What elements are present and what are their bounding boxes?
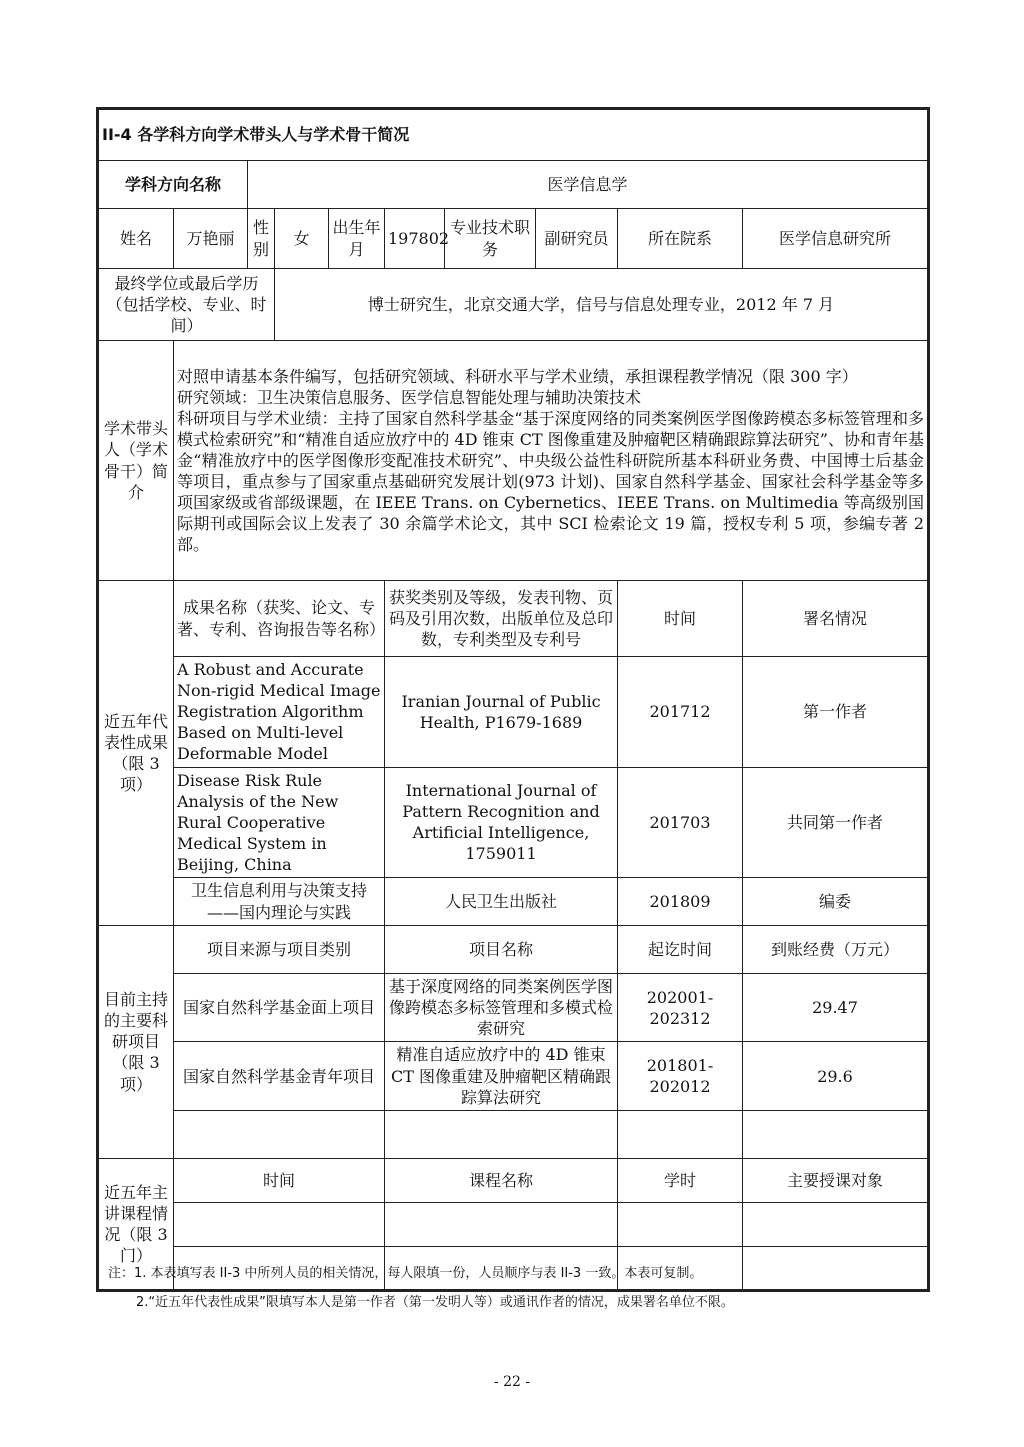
name-value: 万艳丽 [174, 209, 248, 269]
table-row [98, 1202, 929, 1246]
table-row [98, 1110, 929, 1158]
project-fund: 29.6 [743, 1042, 929, 1110]
achievement-detail: 人民卫生出版社 [385, 878, 618, 926]
course-cell [618, 1202, 743, 1246]
talent-profile-table [96, 107, 930, 1292]
achievements-label: 近五年代表性成果（限 3 项） [98, 581, 174, 926]
bio-label: 学术带头人（学术骨干）简介 [98, 341, 174, 581]
birth-label: 出生年月 [329, 209, 385, 269]
course-header: 课程名称 [385, 1158, 618, 1202]
table-row [98, 1042, 929, 1110]
footnote-2: 2.“近五年代表性成果”限填写本人是第一作者（第一发明人等）或通讯作者的情况，成果署名单位不限。 [136, 1295, 734, 1310]
project-source: 国家自然科学基金青年项目 [174, 1042, 385, 1110]
bio-line: 研究领域：卫生决策信息服务、医学信息智能处理与辅助决策技术 [177, 387, 642, 407]
achievement-name: Disease Risk Rule Analysis of the New Rural Cooperative Medical System in Beijing, China [174, 767, 385, 878]
footnote-1: 注：1. 本表填写表 II-3 中所列人员的相关情况，每人限填一份，人员顺序与表 II-3 一致。本表可复制。 [108, 1266, 703, 1281]
degree-value: 博士研究生，北京交通大学，信号与信息处理专业，2012 年 7 月 [275, 269, 929, 341]
dept-value: 医学信息研究所 [743, 209, 929, 269]
project-source [174, 1110, 385, 1158]
birth-value: 197802 [385, 209, 445, 269]
course-cell [174, 1202, 385, 1246]
project-name: 基于深度网络的同类案例医学图像跨模态多标签管理和多模式检索研究 [385, 974, 618, 1042]
discipline-value: 医学信息学 [248, 161, 929, 209]
achievement-header: 成果名称（获奖、论文、专著、专利、咨询报告等名称） [174, 581, 385, 657]
degree-label: 最终学位或最后学历（包括学校、专业、时间） [98, 269, 275, 341]
project-header: 项目来源与项目类别 [174, 926, 385, 974]
bio-line: 科研项目与学术业绩：主持了国家自然科学基金“基于深度网络的同类案例医学图像跨模态多标签管理和多模式检索研究”和“精准自适应放疗中的 4D 锥束 CT 图像重建及肿瘤靶区精确跟踪算法研究”、协和青年基金“精准放疗中的医学图像形变配准技术研究”、中央级公益性科研院所基本科研业务费、中国博士后基金等项目，重点参与了国家重点基础研究发展计划(973 计划)、国家自然科学基金、国家社会科学基金等多项国家级或省部级课题，在 IEEE Trans. on Cybernetics、IEEE Trans. on Multimedia 等高级别国际期刊或国际会议上发表了 30 余篇学术论文，其中 SCI 检索论文 19 篇，授权专利 5 项，参编专著 2 部。 [177, 408, 925, 555]
project-source: 国家自然科学基金面上项目 [174, 974, 385, 1042]
table-row [98, 878, 929, 926]
bio-content [174, 341, 929, 581]
projects-label: 目前主持的主要科研项目（限 3 项） [98, 926, 174, 1159]
achievement-time: 201809 [618, 878, 743, 926]
achievement-sign: 编委 [743, 878, 929, 926]
project-fund: 29.47 [743, 974, 929, 1042]
project-period [618, 1110, 743, 1158]
course-cell [743, 1202, 929, 1246]
course-header: 主要授课对象 [743, 1158, 929, 1202]
project-name [385, 1110, 618, 1158]
achievement-detail: Iranian Journal of Public Health, P1679-1689 [385, 657, 618, 768]
section-title: II-4 各学科方向学术带头人与学术骨干简况 [98, 109, 929, 161]
achievement-name: 卫生信息利用与决策支持——国内理论与实践 [174, 878, 385, 926]
achievement-header: 获奖类别及等级，发表刊物、页码及引用次数，出版单位及总印数，专利类型及专利号 [385, 581, 618, 657]
table-row [98, 657, 929, 768]
gender-label: 性别 [248, 209, 275, 269]
achievement-header: 时间 [618, 581, 743, 657]
footnotes [108, 1262, 938, 1320]
achievement-header: 署名情况 [743, 581, 929, 657]
bio-line: 对照申请基本条件编写，包括研究领域、科研水平与学术业绩，承担课程教学情况（限 300 字） [177, 366, 858, 386]
courses-label: 近五年主讲课程情况（限 3 门） [98, 1158, 174, 1290]
project-header: 起讫时间 [618, 926, 743, 974]
dept-label: 所在院系 [618, 209, 743, 269]
course-cell [385, 1202, 618, 1246]
project-header: 项目名称 [385, 926, 618, 974]
gender-value: 女 [275, 209, 329, 269]
discipline-label: 学科方向名称 [98, 161, 248, 209]
achievement-detail: International Journal of Pattern Recognition and Artificial Intelligence, 1759011 [385, 767, 618, 878]
title-value: 副研究员 [536, 209, 618, 269]
achievement-time: 201712 [618, 657, 743, 768]
project-period: 201801-202012 [618, 1042, 743, 1110]
course-header: 学时 [618, 1158, 743, 1202]
name-label: 姓名 [98, 209, 174, 269]
title-label: 专业技术职 务 [445, 209, 536, 269]
project-period: 202001-202312 [618, 974, 743, 1042]
table-row [98, 767, 929, 878]
course-header: 时间 [174, 1158, 385, 1202]
achievement-sign: 共同第一作者 [743, 767, 929, 878]
project-fund [743, 1110, 929, 1158]
project-name: 精准自适应放疗中的 4D 锥束 CT 图像重建及肿瘤靶区精确跟踪算法研究 [385, 1042, 618, 1110]
page-number: - 22 - [493, 1374, 531, 1390]
achievement-time: 201703 [618, 767, 743, 878]
table-row [98, 974, 929, 1042]
achievement-sign: 第一作者 [743, 657, 929, 768]
achievement-name: A Robust and Accurate Non-rigid Medical Image Registration Algorithm Based on Multi-level Deformable Model [174, 657, 385, 768]
project-header: 到账经费（万元） [743, 926, 929, 974]
